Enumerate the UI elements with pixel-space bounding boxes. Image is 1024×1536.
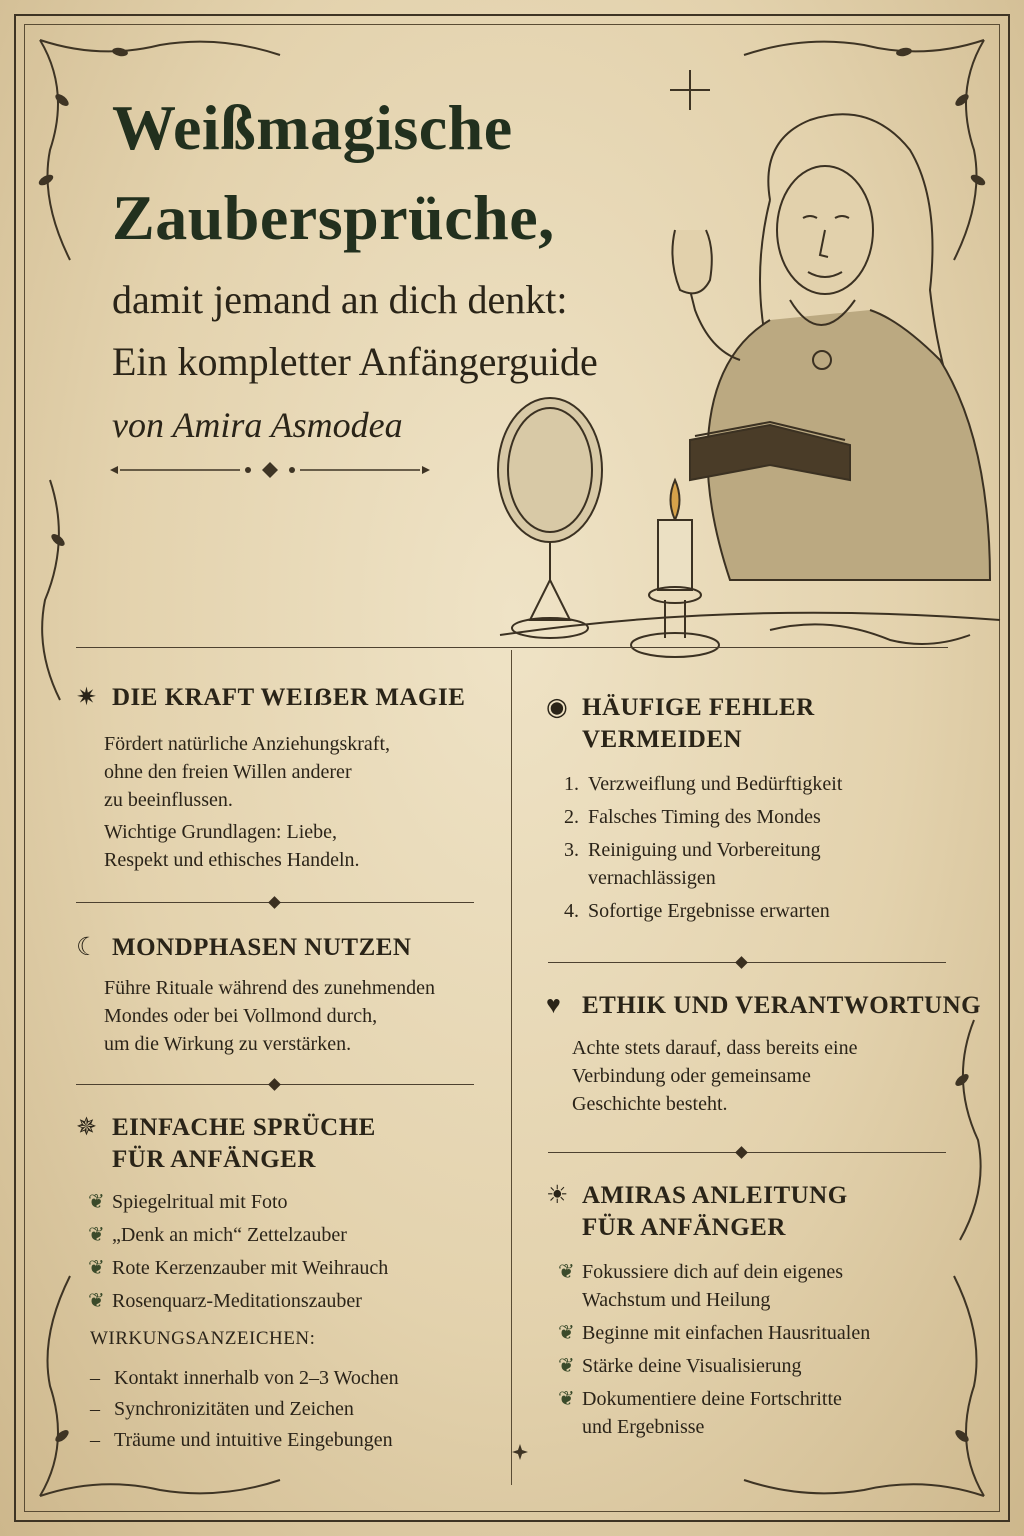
leaf-icon: ❦ bbox=[558, 1322, 575, 1344]
section-heading-anleitung: ☀ AMIRAS ANLEITUNG FÜR ANFÄNGER bbox=[546, 1182, 848, 1241]
list-item: ❦ Spiegelritual mit Foto bbox=[88, 1188, 388, 1216]
sun-icon: ☀ bbox=[546, 1182, 569, 1209]
kraft-paragraph-1: Fördert natürliche Anziehungskraft, ohne den freien Willen anderer zu beeinflussen. bbox=[104, 733, 391, 811]
list-item: ❦ Rote Kerzenzauber mit Weihrauch bbox=[88, 1254, 388, 1282]
signs-label: WIRKUNGSANZEICHEN: bbox=[90, 1328, 316, 1349]
column-divider bbox=[511, 650, 512, 1485]
kraft-paragraph-2: Wichtige Grundlagen: Liebe, Respekt und ethisches Handeln. bbox=[104, 821, 360, 871]
list-item: ❦ Beginne mit einfachen Hausritualen bbox=[558, 1319, 870, 1347]
header-divider bbox=[76, 647, 948, 648]
section-heading-ethik: ♥ ETHIK UND VERANTWORTUNG bbox=[546, 990, 981, 1022]
list-item: 1. Verzweiflung und Bedürftigkeit bbox=[564, 773, 843, 795]
leaf-icon: ❦ bbox=[558, 1261, 575, 1283]
leaf-icon: ❦ bbox=[558, 1355, 575, 1377]
leaf-icon: ❦ bbox=[88, 1224, 105, 1246]
eye-icon: ◉ bbox=[546, 694, 569, 721]
leaf-icon: ❦ bbox=[88, 1290, 105, 1312]
signs-list bbox=[90, 1364, 399, 1457]
list-item: ❦ Fokussiere dich auf dein eigenes Wachstum und Heilung bbox=[558, 1258, 870, 1314]
mistakes-list bbox=[564, 770, 842, 930]
list-item: ❦ Rosenquarz-Meditationszauber bbox=[88, 1287, 388, 1315]
list-item: – Träume und intuitive Eingebungen bbox=[90, 1429, 393, 1451]
title-line-2: Zaubersprüche, bbox=[112, 182, 555, 253]
heart-icon: ♥ bbox=[546, 992, 562, 1019]
leaf-icon: ❦ bbox=[88, 1257, 105, 1279]
star-burst-icon: ✵ bbox=[76, 1114, 98, 1141]
sorceress-illustration bbox=[470, 60, 1010, 670]
list-item: 3. Reiniguing und Vorbereitung vernachlässigen bbox=[564, 839, 821, 889]
ethik-paragraph: Achte stets darauf, dass bereits eine Verbindung oder gemeinsame Geschichte besteht. bbox=[572, 1037, 858, 1115]
sparkle-icon: ✷ bbox=[76, 684, 98, 711]
list-item: – Kontakt innerhalb von 2–3 Wochen bbox=[90, 1367, 399, 1389]
mondphasen-paragraph: Führe Rituale während des zunehmenden Mondes oder bei Vollmond durch, um die Wirkung zu verstärken. bbox=[104, 977, 436, 1055]
title-ornament-divider bbox=[110, 458, 430, 482]
section-heading-kraft: ✷ DIE KRAFT WEIẞER MAGIE bbox=[76, 682, 465, 714]
list-item: ❦ Stärke deine Visualisierung bbox=[558, 1352, 870, 1380]
subtitle-line-1: damit jemand an dich denkt: bbox=[112, 277, 568, 322]
list-item: 2. Falsches Timing des Mondes bbox=[564, 806, 821, 828]
list-item: ❦ Dokumentiere deine Fortschritte und Ergebnisse bbox=[558, 1385, 870, 1441]
section-heading-sprueche: ✵ EINFACHE SPRÜCHE FÜR ANFÄNGER bbox=[76, 1114, 376, 1173]
section-heading-mondphasen: ☾ MONDPHASEN NUTZEN bbox=[76, 932, 412, 964]
leaf-icon: ❦ bbox=[558, 1388, 575, 1410]
title-line-1: Weißmagische bbox=[112, 92, 513, 163]
subtitle-line-2: Ein kompletter Anfängerguide bbox=[112, 339, 598, 384]
list-item: 4. Sofortige Ergebnisse erwarten bbox=[564, 900, 830, 922]
spells-list bbox=[88, 1188, 388, 1320]
bottom-moon-ornament bbox=[496, 1440, 530, 1490]
leaf-icon: ❦ bbox=[88, 1191, 105, 1213]
list-item: ❦ „Denk an mich“ Zettelzauber bbox=[88, 1221, 388, 1249]
author-byline: von Amira Asmodea bbox=[112, 405, 403, 445]
list-item: – Synchronizitäten und Zeichen bbox=[90, 1398, 354, 1420]
guide-list bbox=[558, 1258, 870, 1446]
crescent-moon-icon: ☾ bbox=[76, 934, 99, 961]
section-heading-fehler: ◉ HÄUFIGE FEHLER VERMEIDEN bbox=[546, 694, 815, 753]
